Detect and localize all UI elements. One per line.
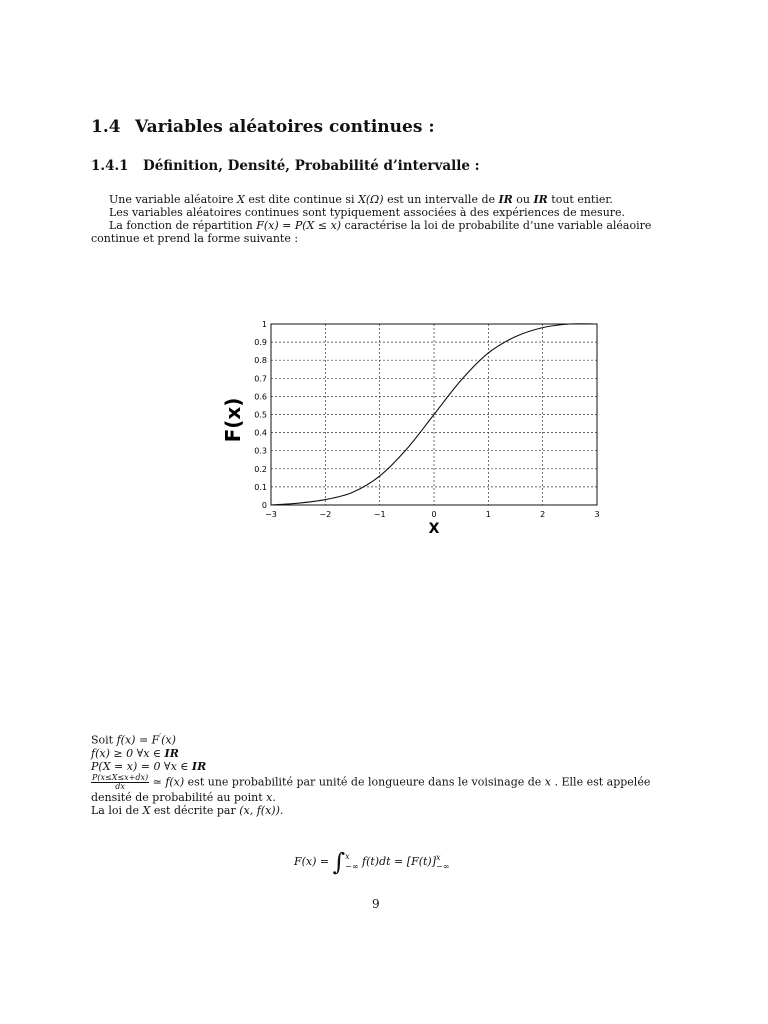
- def-line-2: f(x) ≥ 0 ∀x ∈ IR: [91, 746, 179, 760]
- def-line-5: densité de probabilité au point x.: [91, 790, 276, 804]
- x-tick-label: 0: [431, 510, 437, 519]
- intro-line-2: Les variables aléatoires continues sont typiquement associées à des expériences de mesure.: [109, 206, 626, 219]
- x-tick-label: −2: [319, 510, 332, 519]
- cdf-chart-svg: [218, 310, 618, 540]
- intro-line-4: continue et prend la forme suivante :: [91, 232, 299, 245]
- y-tick-label: 0.5: [254, 410, 267, 420]
- subsection-heading: [91, 158, 480, 174]
- density-fraction: $\frac{P(x\le X\le x+dx)}{dx}$: [92, 772, 149, 791]
- x-axis-label: X: [428, 521, 440, 537]
- page-number: 9: [372, 897, 380, 911]
- subsection-title: Définition, Densité, Probabilité d’intervalle :: [143, 158, 480, 174]
- def-line-1: Soit f(x) = F′(x): [91, 732, 176, 747]
- y-tick-label: 1: [261, 320, 267, 329]
- def-line-4: $\frac{P(x\le X\le x+dx)}{dx}$ ≃ f(x) est une probabilité par unité de longueure dans le voisinage de x . Elle est appelée: [92, 772, 651, 791]
- y-axis-label: F(x): [221, 397, 245, 443]
- x-tick-label: 1: [485, 510, 491, 519]
- definition-block: [91, 730, 671, 817]
- def-line-3: P(X = x) = 0 ∀x ∈ IR: [91, 759, 207, 773]
- y-tick-label: 0.6: [254, 392, 267, 402]
- y-tick-label: 0: [261, 501, 267, 510]
- y-tick-label: 0.3: [254, 446, 267, 456]
- y-tick-label: 0.4: [254, 428, 267, 438]
- def-line-6: La loi de X est décrite par (x, f(x)).: [91, 803, 284, 817]
- section-title: Variables aléatoires continues :: [135, 117, 435, 137]
- integral-equation: F(x) = ∫ x −∞ f(t)dt = [F(t)] x −∞: [294, 848, 450, 876]
- y-tick-label: 0.8: [254, 356, 267, 366]
- section-number: 1.4: [91, 117, 121, 137]
- cdf-chart: [218, 310, 618, 540]
- intro-line-1: Une variable aléatoire X est dite continue si X(Ω) est un intervalle de IR ou IR tout entier.: [109, 193, 613, 206]
- y-tick-label: 0.1: [254, 482, 267, 492]
- x-tick-label: 2: [540, 510, 546, 519]
- x-tick-label: 3: [594, 510, 600, 519]
- x-tick-label: −1: [373, 510, 386, 519]
- integral-sign: ∫: [332, 848, 346, 876]
- y-tick-label: 0.9: [254, 338, 267, 348]
- intro-line-3: La fonction de répartition F(x) = P(X ≤ x) caractérise la loi de probabilite d’une variable aléaoire: [109, 219, 652, 232]
- x-tick-label: −3: [265, 510, 277, 519]
- y-tick-label: 0.7: [254, 374, 267, 384]
- intro-paragraph: [91, 193, 671, 245]
- y-tick-label: 0.2: [254, 464, 267, 474]
- section-heading: [91, 117, 435, 137]
- subsection-number: 1.4.1: [91, 158, 129, 174]
